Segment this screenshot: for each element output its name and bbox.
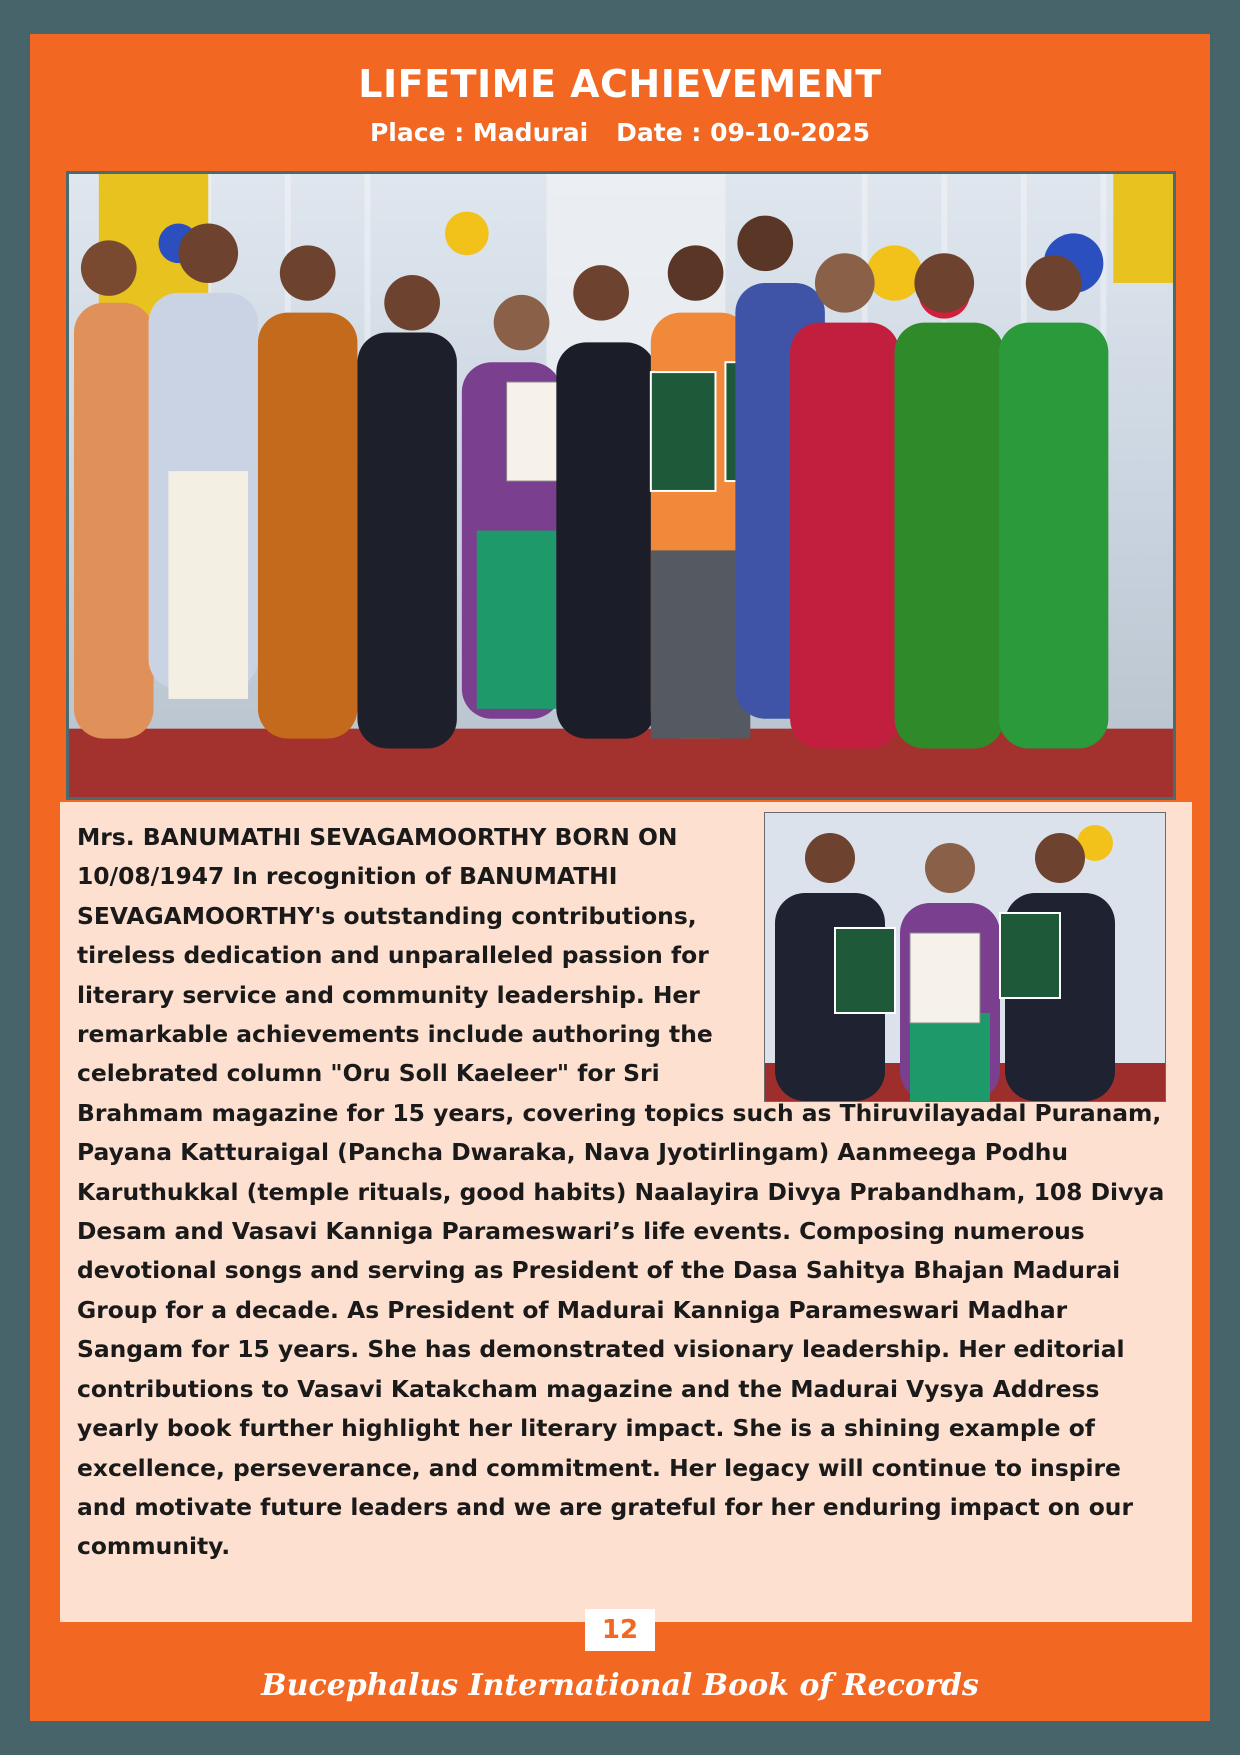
citation-paragraph: Mrs. BANUMATHI SEVAGAMOORTHY BORN ON 10/08/1947 In recognition of BANUMATHI SEVAGAMOORTHY's outstanding contributions, tireless dedication and unparalleled passion for literary service and community leadership. Her remarkable achievements include authoring the celebrated column "Oru Soll Kaeleer" for Sri Brahmam magazine for 15 years, covering topics such as Thiruvilayadal Puranam, Payana Katturaigal (Pancha Dwaraka, Nava Jyotirlingam) Aanmeega Podhu Karuthukkal (temple rituals, good habits) Naalayira Divya Prabandham, 108 Divya Desam and Vasavi Kanniga Parameswari’s life events. Composing numerous devotional songs and serving as President of the Dasa Sahitya Bhajan Madurai Group for a decade. As President of Madurai Kanniga Parameswari Madhar Sangam for 15 years. She has demonstrated visionary leadership. Her editorial contributions to Vasavi Katakcham magazine and the Madurai Vysya Address yearly book further highlight her literary impact. She is a shining example of excellence, perseverance, and commitment. Her legacy will continue to inspire and motivate future leaders and we are grateful for her enduring impact on our community.: [77, 823, 1165, 1561]
citation-panel: [60, 802, 1192, 1622]
page-panel: [30, 34, 1210, 1721]
page-number: 12: [585, 1609, 655, 1651]
publisher-name: Bucephalus International Book of Records: [261, 1668, 979, 1703]
group-photo: [66, 171, 1176, 800]
citation-text: [77, 818, 1172, 1567]
event-date: Date : 09-10-2025: [616, 118, 870, 147]
event-info: [30, 118, 1210, 147]
page-title: LIFETIME ACHIEVEMENT: [358, 62, 882, 106]
event-place: Place : Madurai: [369, 118, 589, 147]
